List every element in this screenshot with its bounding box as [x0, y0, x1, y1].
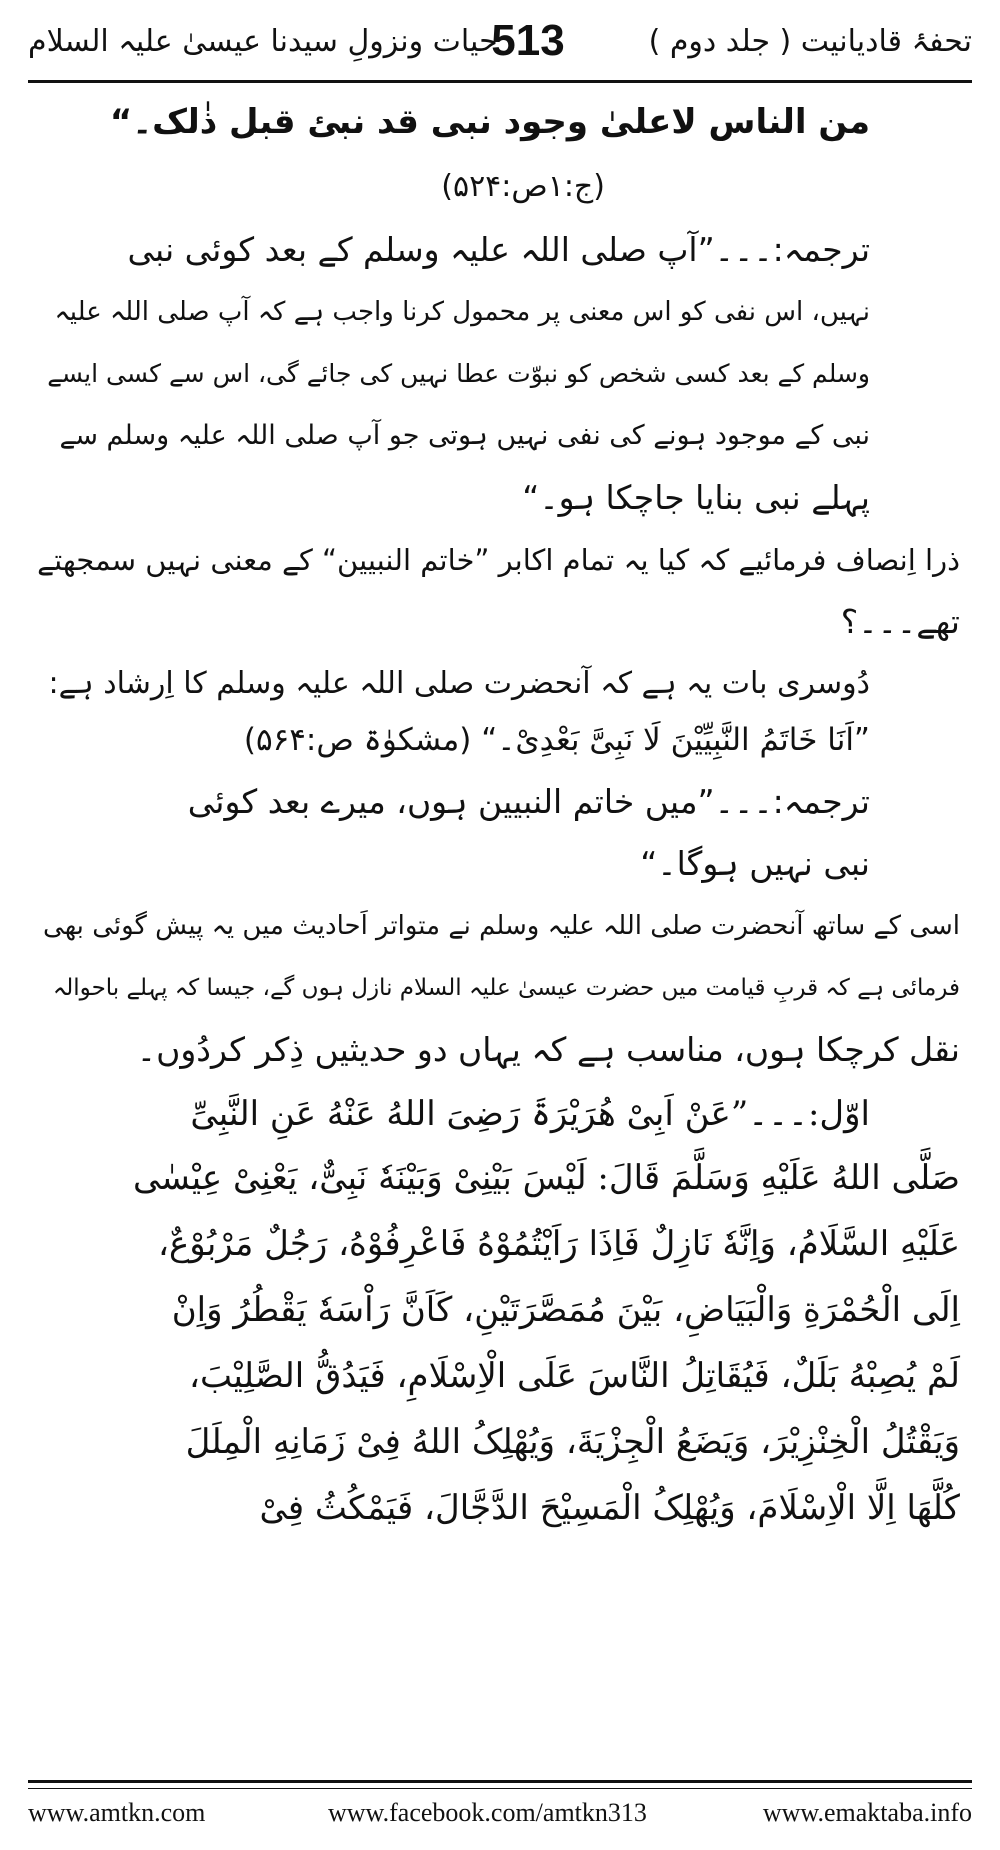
footer-rule-thick	[28, 1780, 972, 1783]
text-line: وسلم کے بعد کسی شخص کو نبوّت عطا نہیں کی جائے گی، اس سے کسی ایسے	[47, 359, 870, 388]
arabic-line: اوّل:۔۔۔”عَنْ اَبِیْ ھُرَیْرَۃَ رَضِیَ اللهُ عَنْهُ عَنِ النَّبِیِّ	[190, 1094, 870, 1134]
hadith-quote: ”اَنَا خَاتَمُ النَّبِیِّیْنَ لَا نَبِیَّ بَعْدِیْ۔“ (مشکوٰۃ ص:۵۶۴)	[243, 722, 870, 758]
page-header	[28, 18, 972, 76]
text-line: فرمائی ہے کہ قربِ قیامت میں حضرت عیسیٰ علیہ السلام نازل ہوں گے، جیسا کہ پہلے باحوالہ	[52, 975, 960, 1001]
reference: (ج:۱ص:۵۲۴)	[441, 169, 605, 204]
book-title: حیات ونزولِ سیدنا عیسیٰ علیہ السلام	[28, 24, 498, 59]
arabic-line: وَیَقْتُلُ الْخِنْزِیْرَ، وَیَضَعُ الْجِزْیَةَ، وَیُهْلِکُ اللهُ فِیْ زَمَانِهِ الْمِلَلَ	[185, 1422, 960, 1462]
arabic-line: لَمْ یُصِبْهُ بَلَلٌ، فَیُقَاتِلُ النَّاسَ عَلَی الْاِسْلَامِ، فَیَدُقُّ الصَّلِیْبَ،	[189, 1356, 960, 1396]
text-line: نبی کے موجود ہونے کی نفی نہیں ہوتی جو آپ صلی اللہ علیہ وسلم سے	[59, 420, 870, 451]
text-line: نہیں، اس نفی کو اس معنی پر محمول کرنا واجب ہے کہ آپ صلی اللہ علیہ	[54, 297, 870, 327]
arabic-line: صَلَّی اللهُ عَلَیْهِ وَسَلَّمَ قَالَ: لَیْسَ بَیْنِیْ وَبَیْنَهٗ نَبِیٌّ، یَعْنِیْ عِیْسٰی	[132, 1158, 960, 1198]
footer-rule-thin	[28, 1788, 972, 1789]
text-line: اسی کے ساتھ آنحضرت صلی اللہ علیہ وسلم نے متواتر اَحادیث میں یہ پیش گوئی بھی	[43, 911, 960, 941]
header-rule	[28, 80, 972, 83]
chapter-title: تحفۂ قادیانیت ( جلد دوم )	[648, 24, 972, 59]
text-line: نبی نہیں ہوگا۔“	[640, 844, 870, 883]
footer-link-amtkn[interactable]: www.amtkn.com	[28, 1798, 206, 1827]
footer-link-emaktaba[interactable]: www.emaktaba.info	[762, 1798, 972, 1827]
arabic-line: اِلَی الْحُمْرَةِ وَالْبَیَاضِ، بَیْنَ مُمَصَّرَتَیْنِ، کَاَنَّ رَاْسَهٗ یَقْطُرُ وَاِنْ	[171, 1290, 960, 1330]
text-line: من الناس لاعلیٰ وجود نبی قد نبئ قبل ذٰلک۔“	[109, 102, 870, 142]
text-line: پہلے نبی بنایا جاچکا ہو۔“	[522, 478, 870, 517]
text-line: نقل کرچکا ہوں، مناسب ہے کہ یہاں دو حدیثیں ذِکر کردُوں۔	[136, 1030, 960, 1069]
page-number: 513	[491, 16, 565, 65]
text-line: تھے۔۔۔؟	[840, 602, 960, 641]
text-line: ترجمہ:۔۔۔”آپ صلی اللہ علیہ وسلم کے بعد کوئی نبی	[127, 230, 870, 269]
arabic-line: عَلَیْهِ السَّلَامُ، وَاِنَّهٗ نَازِلٌ فَاِذَا رَاَیْتُمُوْهُ فَاعْرِفُوْهُ، رَجُلٌ مَرْبُوْعٌ،	[158, 1224, 960, 1264]
page-footer	[28, 1798, 972, 1838]
text-line: دُوسری بات یہ ہے کہ آنحضرت صلی اللہ علیہ وسلم کا اِرشاد ہے:	[48, 666, 870, 701]
text-line: ترجمہ:۔۔۔”میں خاتم النبیین ہوں، میرے بعد کوئی	[187, 782, 870, 821]
text-line: ذرا اِنصاف فرمائیے کہ کیا یہ تمام اکابر ”خاتم النبیین“ کے معنی نہیں سمجھتے	[37, 543, 960, 577]
arabic-line: کُلَّهَا اِلَّا الْاِسْلَامَ، وَیُهْلِکُ الْمَسِیْحَ الدَّجَّالَ، فَیَمْکُثُ فِیْ	[259, 1488, 960, 1528]
footer-link-facebook[interactable]: www.facebook.com/amtkn313	[328, 1798, 647, 1827]
